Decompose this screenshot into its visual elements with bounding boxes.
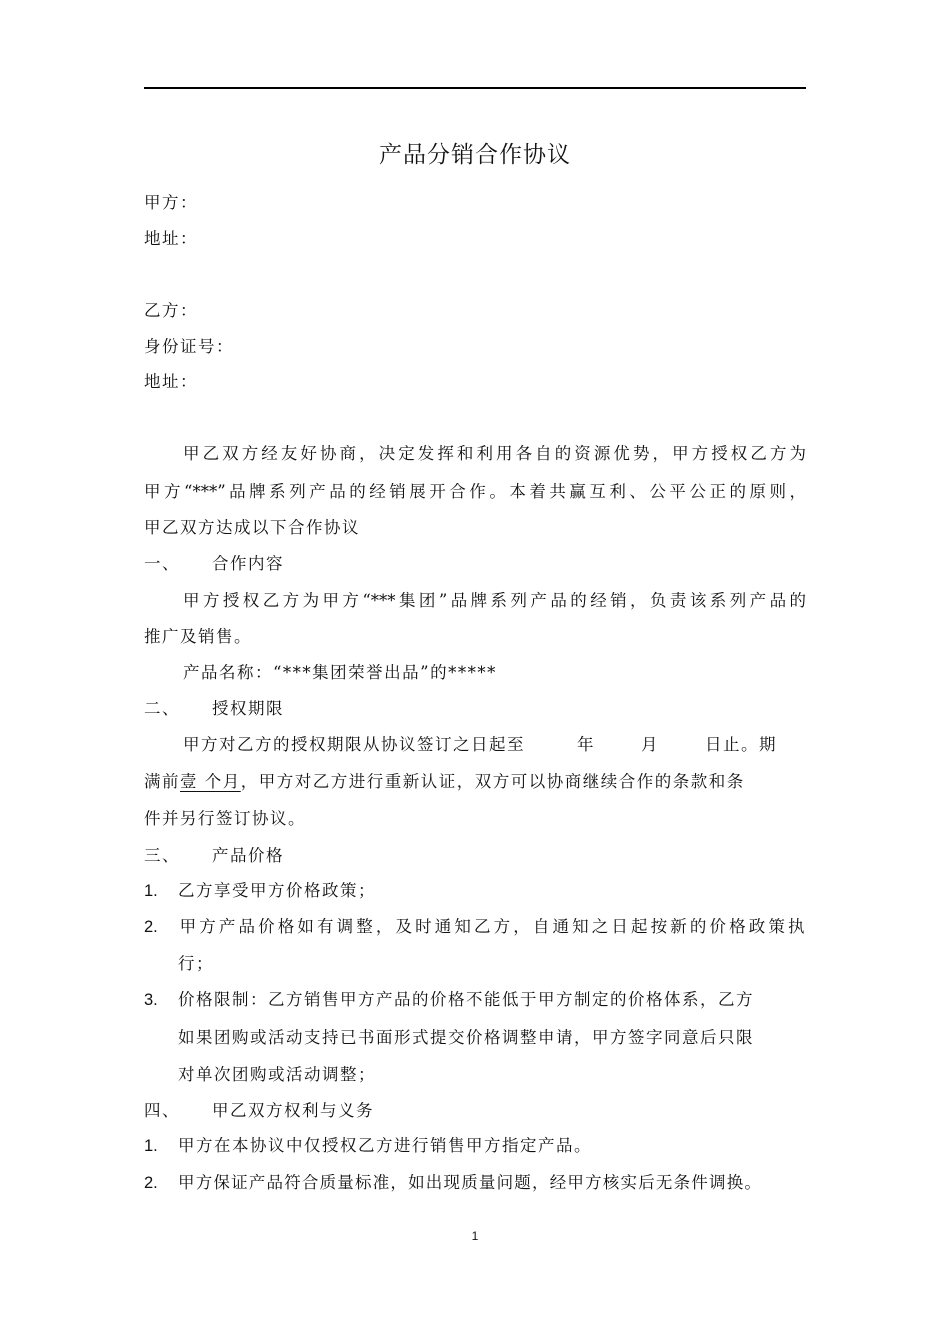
section-title: 授权期限	[212, 699, 284, 718]
item-text: 价格限制：乙方销售甲方产品的价格不能低于甲方制定的价格体系，乙方	[178, 990, 754, 1009]
intro-line-1: 甲乙双方经友好协商，决定发挥和利用各自的资源优势，甲方授权乙方为	[183, 444, 806, 463]
party-a-address-label: 地址：	[144, 229, 198, 248]
section-3-heading	[144, 845, 284, 867]
intro-line-2: 甲方“***”品牌系列产品的经销展开合作。本着共赢互利、公平公正的原则，	[144, 482, 806, 501]
section-number: 一、	[144, 554, 180, 573]
year-label: 年	[577, 735, 595, 754]
section-1-para-line-1: 甲方授权乙方为甲方“***集团”品牌系列产品的经销，负责该系列产品的	[183, 591, 806, 610]
party-b-address-label: 地址：	[144, 372, 198, 391]
section-2-heading	[144, 698, 284, 720]
section-2-line-2	[144, 771, 745, 793]
renewal-term: 壹 个月	[180, 772, 241, 791]
item-number: 1.	[144, 882, 158, 900]
section-title: 产品价格	[212, 846, 284, 865]
section-number: 三、	[144, 846, 180, 865]
item-number: 1.	[144, 1137, 158, 1155]
item-text: 甲方产品价格如有调整，及时通知乙方，自通知之日起按新的价格政策执	[178, 917, 806, 936]
item-number: 2.	[144, 1174, 158, 1192]
party-b-id-label: 身份证号：	[144, 337, 234, 356]
list-item-continuation: 对单次团购或活动调整；	[178, 1065, 376, 1084]
item-number: 2.	[144, 918, 158, 936]
product-name-line: 产品名称：“***集团荣誉出品”的*****	[183, 663, 497, 682]
party-b-label: 乙方：	[144, 301, 198, 320]
section-title: 甲乙双方权利与义务	[212, 1101, 374, 1120]
section-number: 二、	[144, 699, 180, 718]
list-item	[144, 989, 754, 1011]
month-label: 月	[641, 735, 659, 754]
section-4-heading	[144, 1100, 374, 1122]
list-item	[144, 916, 806, 938]
page-number: 1	[471, 1229, 479, 1243]
section-title: 合作内容	[212, 554, 284, 573]
section-2-line-1	[183, 734, 777, 756]
item-text: 甲方保证产品符合质量标准，如出现质量问题，经甲方核实后无条件调换。	[178, 1173, 763, 1192]
list-item	[144, 1172, 762, 1194]
section-1-para-line-2: 推广及销售。	[144, 627, 252, 646]
section-2-line-3: 件并另行签订协议。	[144, 809, 306, 828]
list-item	[144, 1135, 592, 1157]
list-item-continuation: 行；	[178, 954, 214, 973]
header-rule	[144, 87, 806, 89]
party-a-label: 甲方：	[144, 193, 198, 212]
item-number: 3.	[144, 991, 158, 1009]
item-text: 乙方享受甲方价格政策；	[178, 881, 376, 900]
term-text: 甲方对乙方的授权期限从协议签订之日起至	[183, 735, 525, 754]
section-1-heading	[144, 553, 284, 575]
day-label: 日止。期	[705, 735, 777, 754]
intro-line-3: 甲乙双方达成以下合作协议	[144, 518, 360, 537]
term-text: 满前	[144, 772, 180, 791]
term-text: ，甲方对乙方进行重新认证，双方可以协商继续合作的条款和条	[240, 772, 745, 791]
list-item-continuation: 如果团购或活动支持已书面形式提交价格调整申请，甲方签字同意后只限	[178, 1028, 754, 1047]
section-number: 四、	[144, 1101, 180, 1120]
document-title: 产品分销合作协议	[379, 142, 571, 168]
list-item	[144, 880, 376, 902]
item-text: 甲方在本协议中仅授权乙方进行销售甲方指定产品。	[178, 1136, 592, 1155]
